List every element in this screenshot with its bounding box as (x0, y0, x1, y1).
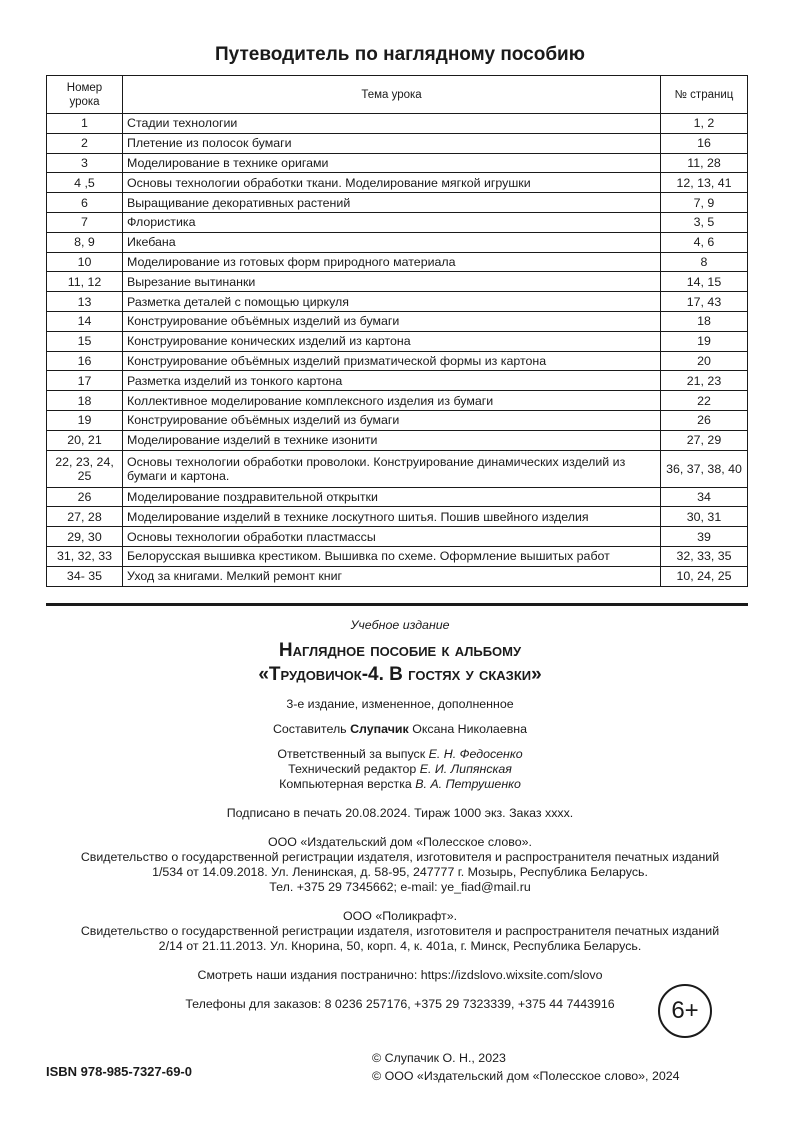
table-row (47, 193, 748, 213)
printer-line: Свидетельство о государственной регистрации издателя, изготовителя и распространителя печатных изданий (80, 924, 720, 938)
pages-cell: 27, 29 (661, 430, 748, 450)
pages-cell: 19 (661, 331, 748, 351)
table-row (47, 292, 748, 312)
lesson-topic-cell: Разметка деталей с помощью циркуля (123, 292, 661, 312)
pages-cell: 12, 13, 41 (661, 173, 748, 193)
lesson-number-cell: 18 (47, 391, 123, 411)
lesson-number-cell: 1 (47, 114, 123, 134)
table-row (47, 232, 748, 252)
lesson-topic-cell: Икебана (123, 232, 661, 252)
lesson-number-cell: 19 (47, 410, 123, 430)
pages-cell: 22 (661, 391, 748, 411)
printer-info (0, 909, 800, 954)
compiler-surname: Слупачик (350, 722, 409, 736)
lesson-number-cell: 13 (47, 292, 123, 312)
table-row (47, 173, 748, 193)
table-row (47, 114, 748, 134)
divider (46, 603, 748, 606)
lesson-number-cell: 3 (47, 153, 123, 173)
pages-cell: 26 (661, 410, 748, 430)
lesson-number-cell: 15 (47, 331, 123, 351)
responsible-line (0, 747, 800, 762)
pages-cell: 21, 23 (661, 371, 748, 391)
publisher-line: Свидетельство о государственной регистрации издателя, изготовителя и распространителя печатных изданий (80, 850, 720, 864)
lesson-topic-cell: Основы технологии обработки ткани. Моделирование мягкой игрушки (123, 173, 661, 193)
lesson-number-cell: 31, 32, 33 (47, 546, 123, 566)
table-row (47, 546, 748, 566)
lesson-topic-cell: Моделирование в технике оригами (123, 153, 661, 173)
responsible-name: Е. Н. Федосенко (428, 747, 523, 761)
table-row (47, 391, 748, 411)
table-row (47, 450, 748, 487)
lesson-topic-cell: Разметка изделий из тонкого картона (123, 371, 661, 391)
pages-cell: 20 (661, 351, 748, 371)
lesson-topic-cell: Конструирование объёмных изделий из бумаги (123, 311, 661, 331)
table-row (47, 153, 748, 173)
pages-cell: 10, 24, 25 (661, 566, 748, 586)
pages-cell: 8 (661, 252, 748, 272)
imprint-block (0, 618, 800, 1012)
lesson-topic-cell: Моделирование поздравительной открытки (123, 487, 661, 507)
publisher-line: ООО «Издательский дом «Полесское слово». (268, 835, 532, 849)
age-rating-badge: 6+ (658, 984, 712, 1038)
compiler-line (0, 722, 800, 737)
table-row (47, 371, 748, 391)
table-row (47, 212, 748, 232)
header-pages: № страниц (661, 76, 748, 114)
pages-cell: 11, 28 (661, 153, 748, 173)
table-header-row (47, 76, 748, 114)
page-title: Путеводитель по наглядному пособию (215, 44, 585, 65)
lesson-topic-cell: Белорусская вышивка крестиком. Вышивка по схеме. Оформление вышитых работ (123, 546, 661, 566)
pages-cell: 18 (661, 311, 748, 331)
copyright-line: © ООО «Издательский дом «Полесское слово», 2024 (372, 1069, 680, 1083)
lesson-number-cell: 29, 30 (47, 527, 123, 547)
lesson-number-cell: 27, 28 (47, 507, 123, 527)
pages-cell: 32, 33, 35 (661, 546, 748, 566)
lesson-topic-cell: Вырезание вытинанки (123, 272, 661, 292)
website-line: Смотреть наши издания постранично: https://izdslovo.wixsite.com/slovo (197, 968, 603, 982)
table-row (47, 331, 748, 351)
pages-cell: 39 (661, 527, 748, 547)
pages-cell: 14, 15 (661, 272, 748, 292)
lesson-topic-cell: Конструирование объёмных изделий из бумаги (123, 410, 661, 430)
table-row (47, 133, 748, 153)
lesson-topic-cell: Флористика (123, 212, 661, 232)
lesson-topic-cell: Основы технологии обработки пластмассы (123, 527, 661, 547)
lesson-number-cell: 20, 21 (47, 430, 123, 450)
lesson-topic-cell: Конструирование объёмных изделий призматической формы из картона (123, 351, 661, 371)
header-lesson-topic: Тема урока (123, 76, 661, 114)
table-row (47, 311, 748, 331)
pages-cell: 4, 6 (661, 232, 748, 252)
lesson-number-cell: 26 (47, 487, 123, 507)
table-row (47, 507, 748, 527)
lesson-number-cell: 14 (47, 311, 123, 331)
table-row (47, 566, 748, 586)
pages-cell: 16 (661, 133, 748, 153)
compiler-label: Составитель (272, 722, 347, 736)
lesson-number-cell: 22, 23, 24, 25 (47, 450, 123, 487)
lesson-number-cell: 17 (47, 371, 123, 391)
edition-note: 3-е издание, измененное, дополненное (286, 697, 514, 711)
lesson-topic-cell: Основы технологии обработки проволоки. Конструирование динамических изделий из бумаги и картона. (123, 450, 661, 487)
book-title-line-1: Наглядное пособие к альбому (278, 640, 522, 661)
lesson-topic-cell: Конструирование конических изделий из картона (123, 331, 661, 351)
table-row (47, 351, 748, 371)
lesson-topic-cell: Коллективное моделирование комплексного изделия из бумаги (123, 391, 661, 411)
table-body (47, 114, 748, 587)
pages-cell: 1, 2 (661, 114, 748, 134)
layout-label: Компьютерная верстка (279, 777, 412, 791)
lesson-topic-cell: Уход за книгами. Мелкий ремонт книг (123, 566, 661, 586)
lesson-topic-cell: Моделирование изделий в технике лоскутного шитья. Пошив швейного изделия (123, 507, 661, 527)
header-lesson-number: Номер урока (47, 76, 123, 114)
lesson-number-cell: 10 (47, 252, 123, 272)
table-row (47, 527, 748, 547)
isbn: ISBN 978-985-7327-69-0 (46, 1064, 192, 1079)
pages-cell: 30, 31 (661, 507, 748, 527)
lesson-topic-cell: Моделирование из готовых форм природного материала (123, 252, 661, 272)
printer-line: 2/14 от 21.11.2013. Ул. Кнорина, 50, корп. 4, к. 401а, г. Минск, Республика Беларусь. (158, 939, 642, 953)
lesson-topic-cell: Плетение из полосок бумаги (123, 133, 661, 153)
table-row (47, 487, 748, 507)
pages-cell: 7, 9 (661, 193, 748, 213)
lesson-topic-cell: Стадии технологии (123, 114, 661, 134)
copyright-block (372, 1049, 680, 1085)
layout-name: В. А. Петрушенко (415, 777, 521, 791)
lesson-number-cell: 7 (47, 212, 123, 232)
lesson-number-cell: 11, 12 (47, 272, 123, 292)
pages-cell: 34 (661, 487, 748, 507)
tech-editor-label: Технический редактор (288, 762, 417, 776)
print-info: Подписано в печать 20.08.2024. Тираж 1000 экз. Заказ хххх. (226, 806, 574, 820)
pages-cell: 36, 37, 38, 40 (661, 450, 748, 487)
compiler-name: Оксана Николаевна (412, 722, 528, 736)
guide-table (46, 75, 748, 587)
edition-kind: Учебное издание (350, 618, 450, 632)
lesson-topic-cell: Выращивание декоративных растений (123, 193, 661, 213)
phones-line: Телефоны для заказов: 8 0236 257176, +375 29 7323339, +375 44 7443916 (185, 997, 615, 1011)
lesson-number-cell: 2 (47, 133, 123, 153)
printer-line: ООО «Поликрафт». (342, 909, 458, 923)
lesson-number-cell: 8, 9 (47, 232, 123, 252)
tech-editor-name: Е. И. Липянская (419, 762, 512, 776)
layout-line (0, 777, 800, 792)
table-row (47, 252, 748, 272)
tech-editor-line (0, 762, 800, 777)
publisher-line: Тел. +375 29 7345662; e-mail: ye_fiad@mail.ru (269, 880, 531, 894)
publisher-info (0, 835, 800, 895)
publisher-line: 1/534 от 14.09.2018. Ул. Ленинская, д. 58-95, 247777 г. Мозырь, Республика Беларусь. (152, 865, 648, 879)
table-row (47, 272, 748, 292)
pages-cell: 17, 43 (661, 292, 748, 312)
lesson-number-cell: 4 ,5 (47, 173, 123, 193)
lesson-number-cell: 16 (47, 351, 123, 371)
copyright-line: © Слупачик О. Н., 2023 (372, 1051, 506, 1065)
table-row (47, 410, 748, 430)
lesson-number-cell: 6 (47, 193, 123, 213)
table-row (47, 430, 748, 450)
lesson-number-cell: 34- 35 (47, 566, 123, 586)
responsible-label: Ответственный за выпуск (277, 747, 426, 761)
lesson-topic-cell: Моделирование изделий в технике изонити (123, 430, 661, 450)
book-title-line-2: «Трудовичок-4. В гостях у сказки» (258, 664, 542, 685)
pages-cell: 3, 5 (661, 212, 748, 232)
